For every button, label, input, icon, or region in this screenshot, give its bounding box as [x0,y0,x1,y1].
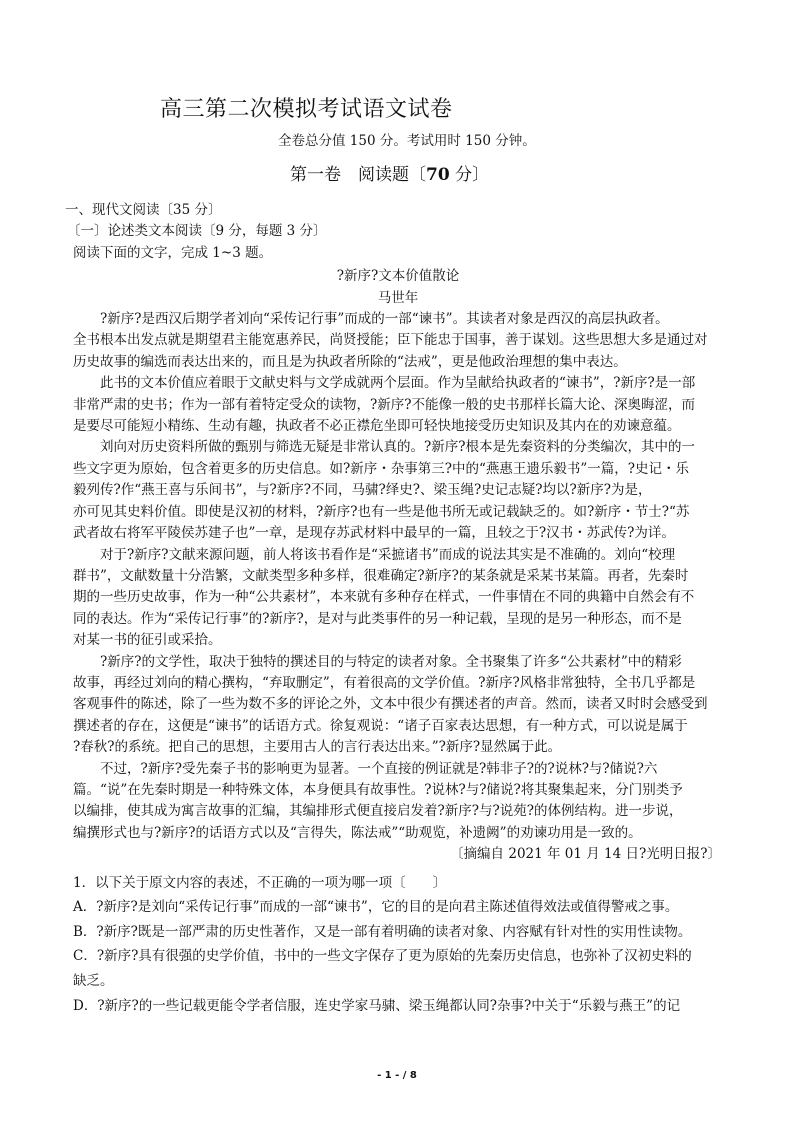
exam-info: 全卷总分值 150 分。考试用时 150 分钟。 [278,133,536,149]
article-author: 马世年 [377,289,419,306]
article-line: 以编排，使其成为寓言故事的汇编，其编排形式便直接启发着?新序?与?说苑?的体例结构。进一步说， [73,803,683,820]
article-line: 对某一书的征引或采拾。 [73,632,222,649]
document-body [65,200,723,1018]
question-block [73,871,723,1019]
article-line: 编撰形式也与?新序?的话语方式以及“言得失，陈法戒”“助观览，补遗阙”的劝谏功用是一致的。 [73,824,642,841]
article-line: 毅列传?作“燕王喜与乐间书”，与?新序?不同，马骕?绎史?、梁玉绳?史记志疑?均以?新序?为是， [73,482,652,499]
section-suffix: 分〕 [449,165,490,185]
question-stem: 1．以下关于原文内容的表述，不正确的一项为哪一项〔 〕 [73,874,447,891]
instruction: 阅读下面的文字，完成 1~3 题。 [73,244,273,261]
question-option: A．?新序?是刘向“采传记行事”而成的一部“谏书”，它的目的是向君主陈述值得效法或值得警戒之事。 [73,899,679,916]
article-line: 武者故右将军平陵侯苏建子也”一章，是现存苏武材料中最早的一篇，且较之于?汉书・苏武传?为详。 [73,525,675,542]
article-line: 些文字更为原始，包含着更多的历史信息。如?新序・杂事第三?中的“燕惠王遗乐毅书”一篇，?史记・乐 [73,460,690,477]
article-line: ?春秋?的系统。把自己的思想，主要用古人的言行表达出来。”?新序?显然属于此。 [73,739,562,756]
article-line: 亦可见其史料价值。即使是汉初的材料，?新序?也有一些是他书所无或记载缺乏的。如?新序・节士?“苏 [73,503,690,520]
article-line: 对于?新序?文献来源问题，前人将该书看作是“采摭诸书”而成的说法其实是不准确的。刘向“校理 [100,546,676,563]
page-number: - 1 - / 8 [377,1070,417,1081]
sub-heading: 〔一〕论述类文本阅读〔9 分，每题 3 分〕 [67,223,327,240]
section-prefix: 第一卷 阅读题〔 [290,165,426,185]
article-line: 全书根本出发点就是期望君主能宽惠养民，尚贤授能；臣下能忠于国事，善于谋划。这些思想大多是通过对 [73,332,708,349]
question-option: C．?新序?具有很强的史学价值，书中的一些文字保存了更为原始的先秦历史信息，也弥补了汉初史料的 [73,948,692,965]
article-line: 群书”，文献数量十分浩繁，文献类型多种多样，很难确定?新序?的某条就是采某书某篇。再者，先秦时 [73,567,689,584]
article-line: 篇。“说”在先秦时期是一种特殊文体，本身便具有故事性。?说林?与?储说?将其聚集起来，分门别类予 [73,781,683,798]
part-heading: 一、现代文阅读〔35 分〕 [65,202,222,218]
article-source: 〔摘编自 2021 年 01 月 14 日?光明日报?〕 [450,846,721,863]
article-line: 非常严肃的史书；作为一部有着特定受众的读物，?新序?不能像一般的史书那样长篇大论、深奥晦涩，而 [73,396,695,413]
article-title: ?新序?文本价值散论 [336,268,460,285]
article-line: ?新序?是西汉后期学者刘向“采传记行事”而成的一部“谏书”。其读者对象是西汉的高层执政者。 [100,311,669,328]
page-title: 高三第二次模拟考试语文试卷 [160,97,453,122]
article-line: 撰述者的存在，这便是“谏书”的话语方式。徐复观说：“诸子百家表达思想，有一种方式，可以说是属于 [73,717,688,734]
article-line: ?新序?的文学性，取决于独特的撰述目的与特定的读者对象。全书聚集了许多“公共素材”中的精彩 [100,653,682,670]
article-line: 期的一些历史故事，作为一种“公共素材”，本来就有多种存在样式，一件事情在不同的典籍中自然会有不 [73,589,695,606]
article-line: 不过，?新序?受先秦子书的影响更为显著。一个直接的例证就是?韩非子?的?说林?与?储说?六 [100,760,658,777]
article-line: 刘向对历史资料所做的甄别与筛选无疑是非常认真的。?新序?根本是先秦资料的分类编次，其中的一 [100,439,695,456]
question-option: D．?新序?的一些记载更能令学者信服，连史学家马骕、梁玉绳都认同?杂事?中关于“乐毅与燕王”的记 [73,997,681,1014]
question-option: B．?新序?既是一部严肃的历史性著作，又是一部有着明确的读者对象、内容赋有针对性的实用性读物。 [73,923,692,940]
article-line: 同的表达。作为“采传记行事”的?新序?，是对与此类事件的另一种记载，呈现的是另一种形态，而不是 [73,610,682,627]
article-line: 此书的文本价值应着眼于文献史料与文学成就两个层面。作为呈献给执政者的“谏书”，?新序?是一部 [100,375,696,392]
question-option: 缺乏。 [73,972,114,989]
article-line: 是要尽可能短小精练、生动有趣，执政者不必正襟危坐即可轻快地接受历史知识及其内在的劝谏意蕴。 [73,418,681,435]
article-line: 历史故事的编选而表达出来的，而且是为执政者所除的“法戒”，更是他政治理想的集中表达。 [73,353,627,370]
article-line: 客观事件的陈述，除了一些为数不多的评论之外，文本中很少有撰述者的声音。然而，读者又时时会感受到 [73,696,708,713]
section-heading [290,160,489,185]
section-score: 70 [426,165,450,185]
article-line: 故事，再经过刘向的精心撰构，“弃取删定”，有着很高的文学价值。?新序?风格非常独特，全书几乎都是 [73,674,696,691]
